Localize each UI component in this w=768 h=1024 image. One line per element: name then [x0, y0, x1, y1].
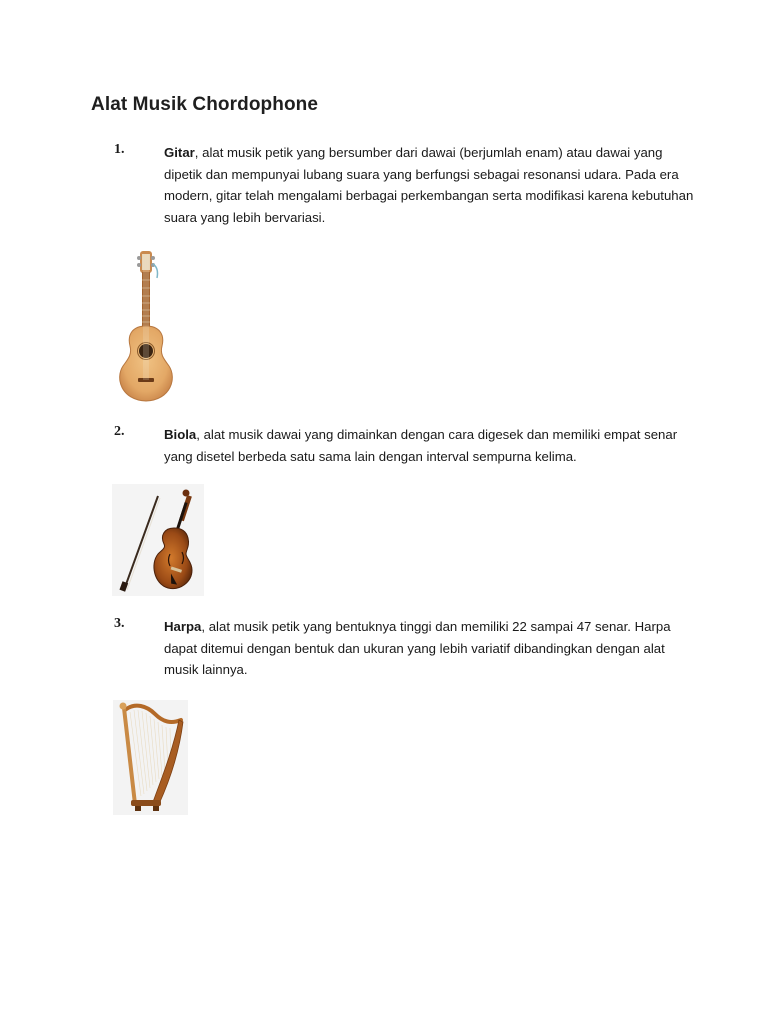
guitar-image — [113, 246, 179, 404]
item-number: 1. — [114, 142, 125, 157]
item-description: , alat musik dawai yang dimainkan dengan cara digesek dan memiliki empat senar yang disetel berbeda satu sama lain dengan interval sempurna kelima. — [164, 427, 678, 464]
item-text — [164, 142, 694, 228]
violin-image — [112, 484, 204, 596]
item-text — [164, 616, 694, 681]
item-number: 3. — [114, 616, 125, 631]
item-name: Harpa — [164, 619, 202, 634]
page-title: Alat Musik Chordophone — [91, 94, 319, 115]
item-name: Biola — [164, 427, 197, 442]
item-number: 2. — [114, 424, 125, 439]
item-text — [164, 424, 694, 467]
item-name: Gitar — [164, 145, 195, 160]
item-description: , alat musik petik yang bentuknya tinggi dan memiliki 22 sampai 47 senar. Harpa dapat ditemui dengan bentuk dan ukuran yang lebih variatif dibandingkan dengan alat musik lainnya. — [164, 619, 671, 677]
item-description: , alat musik petik yang bersumber dari dawai (berjumlah enam) atau dawai yang dipetik dan mempunyai lubang suara yang berfungsi sebagai resonansi udara. Pada era modern, gitar telah mengalami berbagai perkembangan serta modifikasi karena kebutuhan suara yang lebih bervariasi. — [164, 145, 694, 225]
harp-image — [113, 700, 188, 815]
